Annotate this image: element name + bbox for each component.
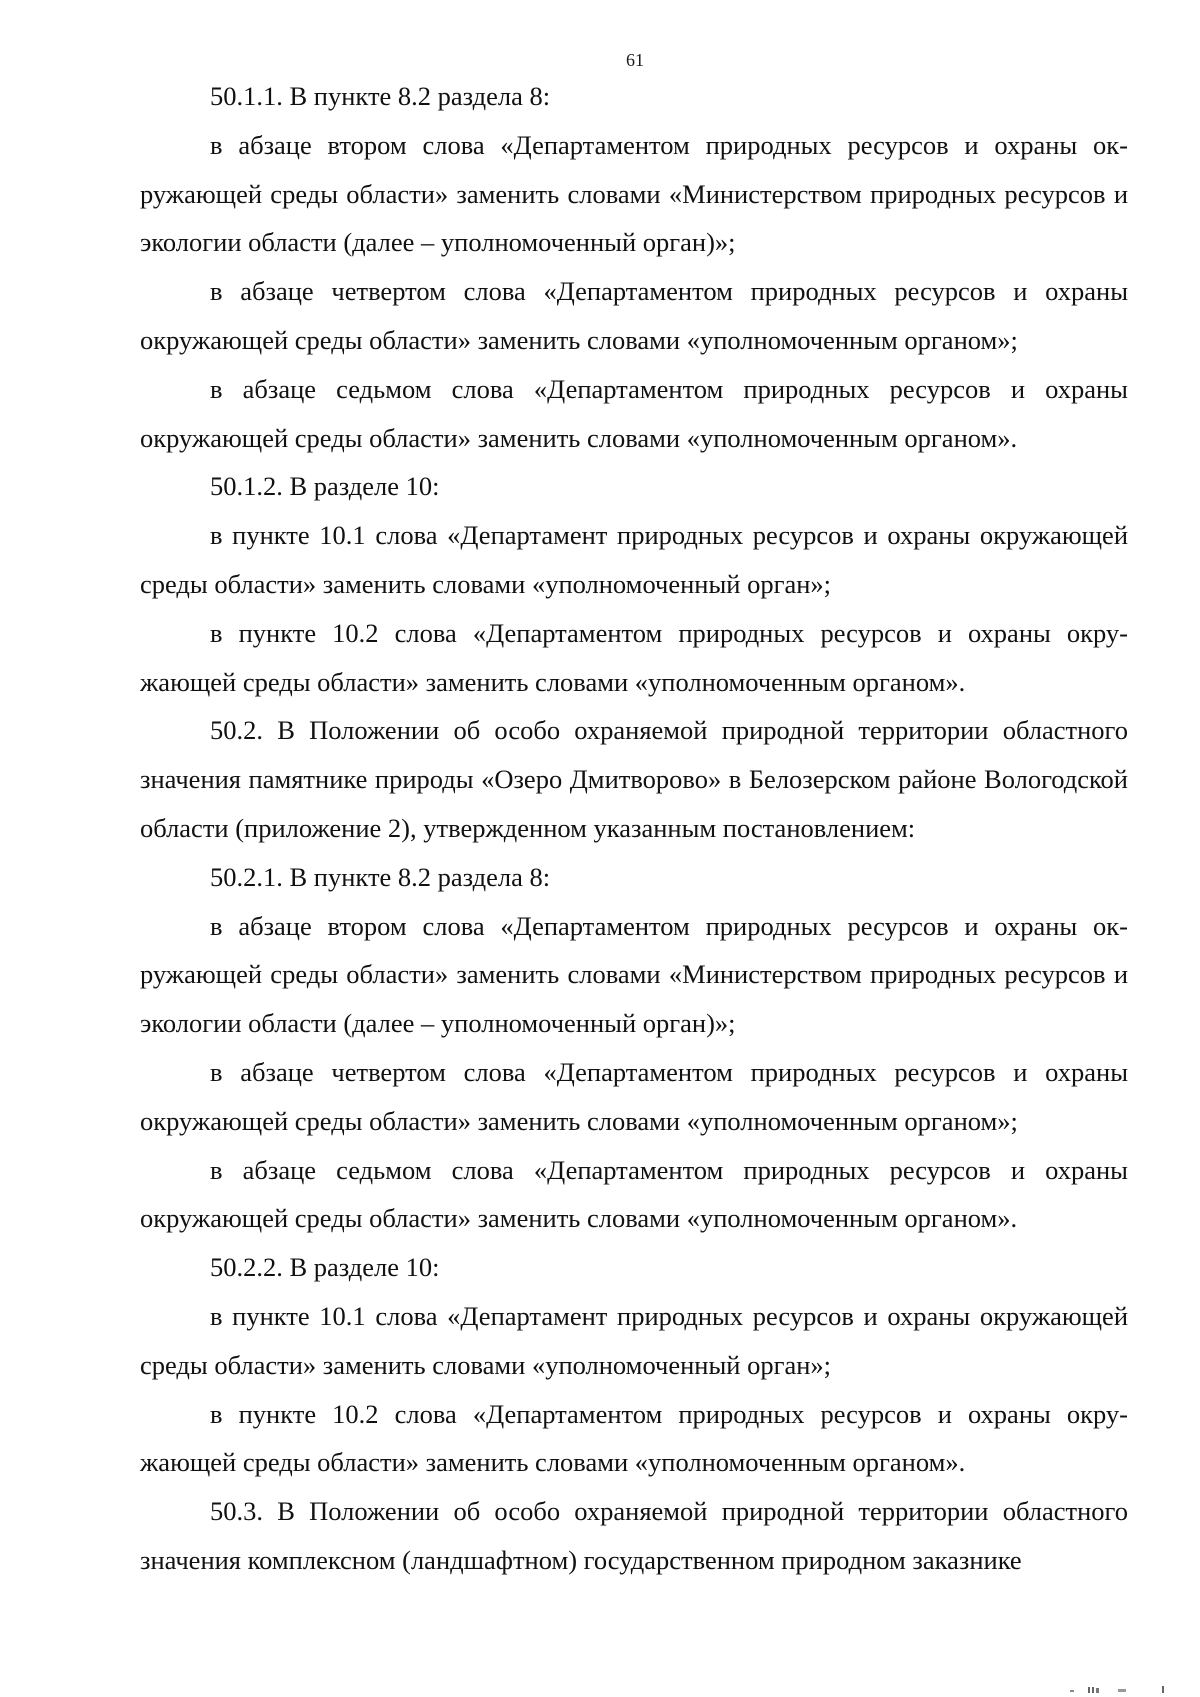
paragraph-point-10-2: в пункте 10.2 слова «Департаментом природных ресурсов и охраны окружающей среды области» заменить словами «уполномоченным органом». — [140, 1398, 1128, 1478]
document-body — [140, 72, 1128, 1585]
paragraph-50-2-2-heading: 50.2.2. В разделе 10: — [210, 1252, 440, 1283]
paragraph-fourth-abzac: в абзаце четвертом слова «Департаментом природных ресурсов и охраны окружающей среды области» заменить словами «уполномоченным органом»; — [140, 1056, 1128, 1136]
page-number: 61 — [626, 50, 644, 70]
paragraph-point-10-2: в пункте 10.2 слова «Департаментом природных ресурсов и охраны окружающей среды области» заменить словами «уполномоченным органом». — [140, 617, 1128, 697]
scan-artifact-mark — [1070, 1685, 1170, 1693]
paragraph-second-abzac: в абзаце втором слова «Департаментом природных ресурсов и охраны окружающей среды области» заменить словами «Министерством природных ресурсов и экологии области (далее – уполномоченный орган)»; — [140, 129, 1128, 258]
paragraph-seventh-abzac: в абзаце седьмом слова «Департаментом природных ресурсов и охраны окружающей среды области» заменить словами «уполномоченным органом». — [140, 373, 1128, 453]
paragraph-second-abzac: в абзаце втором слова «Департаментом природных ресурсов и охраны окружающей среды области» заменить словами «Министерством природных ресурсов и экологии области (далее – уполномоченный орган)»; — [140, 910, 1128, 1039]
paragraph-50-2-1-heading: 50.2.1. В пункте 8.2 раздела 8: — [210, 861, 551, 892]
paragraph-50-3: 50.3. В Положении об особо охраняемой природной территории областного значения комплексном (ландшафтном) государственном природном заказнике — [140, 1496, 1128, 1575]
paragraph-50-1-2-heading: 50.1.2. В разделе 10: — [210, 471, 440, 502]
paragraph-seventh-abzac: в абзаце седьмом слова «Департаментом природных ресурсов и охраны окружающей среды области» заменить словами «уполномоченным органом». — [140, 1154, 1128, 1234]
paragraph-point-10-1: в пункте 10.1 слова «Департамент природных ресурсов и охраны окружающей среды области» заменить словами «уполномоченный орган»; — [140, 520, 1128, 599]
paragraph-fourth-abzac: в абзаце четвертом слова «Департаментом природных ресурсов и охраны окружающей среды области» заменить словами «уполномоченным органом»; — [140, 276, 1128, 355]
paragraph-50-1-1-heading: 50.1.1. В пункте 8.2 раздела 8: — [210, 81, 551, 111]
paragraph-point-10-1: в пункте 10.1 слова «Департамент природных ресурсов и охраны окружающей среды области» заменить словами «уполномоченный орган»; — [140, 1300, 1128, 1380]
paragraph-50-2: 50.2. В Положении об особо охраняемой природной территории областного значения памятнике природы «Озеро Дмитворово» в Белозерском районе Вологодской области (приложение 2), утвержденном указанным постановлением: — [140, 715, 1128, 843]
